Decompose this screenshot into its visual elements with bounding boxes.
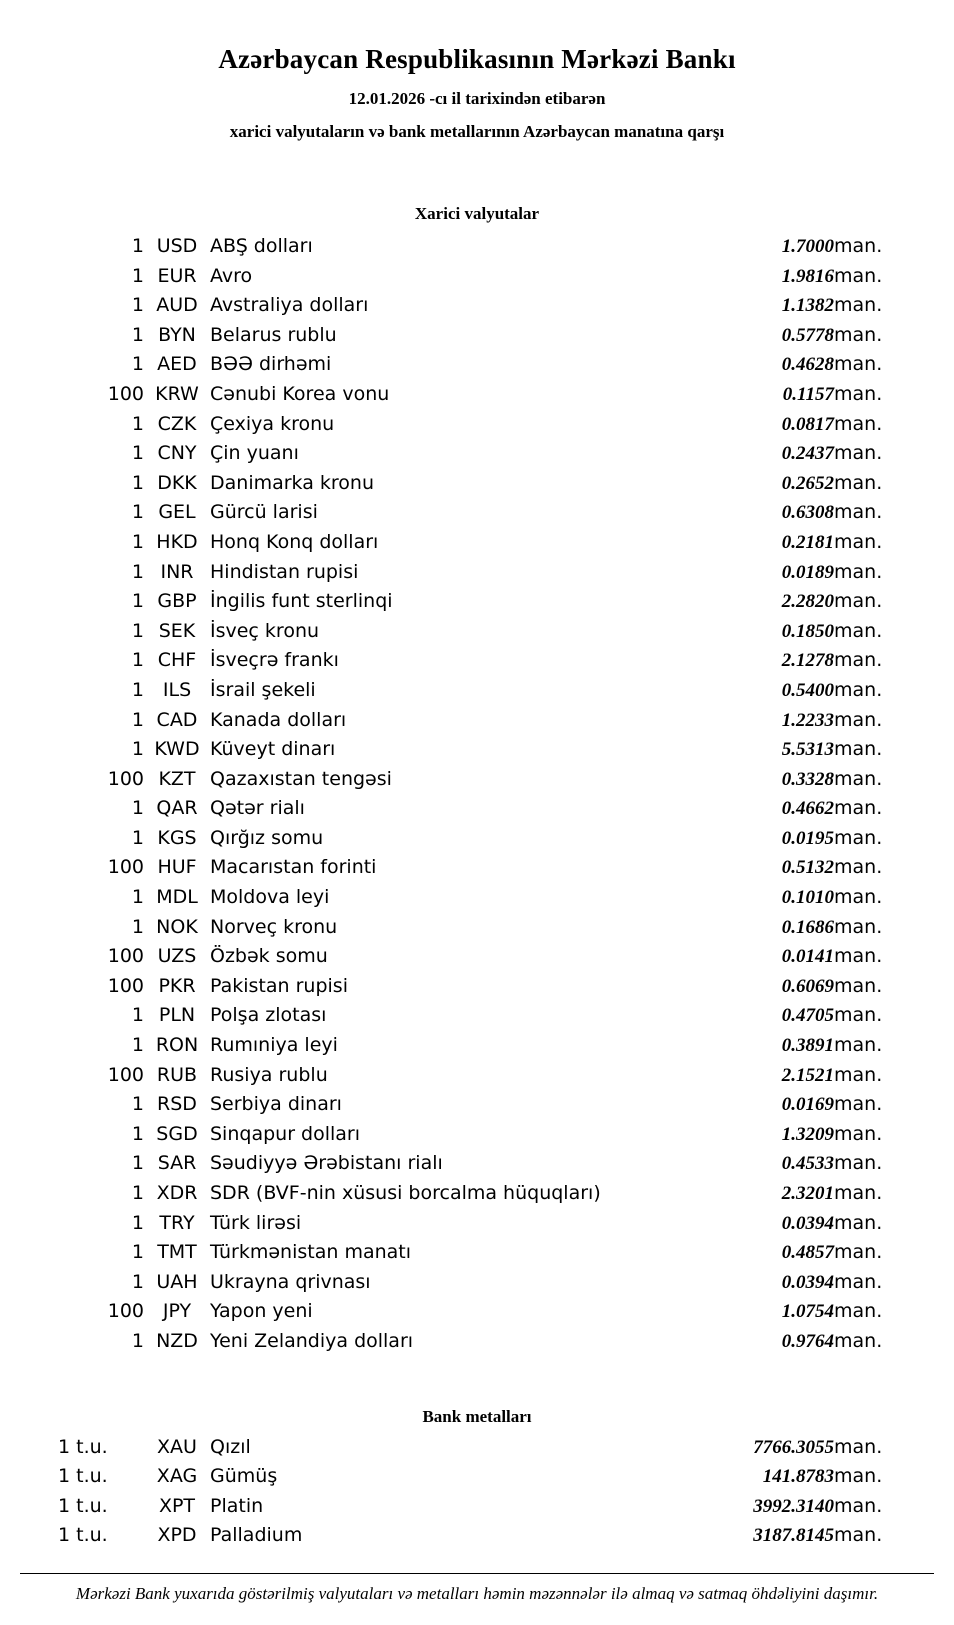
rate-unit: man. bbox=[834, 826, 883, 849]
currency-code: KWD bbox=[154, 738, 200, 761]
currency-name: Rumıniya leyi bbox=[210, 1034, 338, 1057]
table-row bbox=[58, 883, 896, 913]
rate-value: 0.4662 bbox=[781, 798, 834, 820]
rate-quantity: 100 bbox=[107, 856, 144, 879]
rate-quantity: 1 bbox=[131, 412, 144, 435]
rate-value: 3992.3140 bbox=[753, 1495, 834, 1517]
currency-code: UAH bbox=[156, 1270, 198, 1293]
rate-value: 0.0189 bbox=[781, 561, 834, 583]
rate-value: 0.6069 bbox=[781, 975, 834, 997]
currency-code: HKD bbox=[156, 530, 198, 553]
rate-unit: man. bbox=[834, 738, 883, 761]
rate-value: 0.4628 bbox=[781, 354, 834, 376]
rate-quantity: 1 t.u. bbox=[58, 1465, 108, 1488]
currency-name: Moldova leyi bbox=[210, 886, 330, 909]
rate-value: 0.0195 bbox=[781, 827, 834, 849]
rate-value: 0.0394 bbox=[781, 1271, 834, 1293]
table-row bbox=[58, 410, 896, 440]
rate-quantity: 100 bbox=[107, 767, 144, 790]
currency-name: Çin yuanı bbox=[210, 442, 299, 465]
currency-name: İsveç kronu bbox=[210, 619, 320, 642]
currency-name: Yeni Zelandiya dolları bbox=[210, 1329, 414, 1352]
rate-unit: man. bbox=[834, 1004, 883, 1027]
section-heading-metals: Bank metalları bbox=[422, 1406, 532, 1426]
table-row bbox=[58, 1209, 896, 1239]
rate-quantity: 1 bbox=[131, 678, 144, 701]
currency-code: SGD bbox=[156, 1122, 198, 1145]
rate-value: 1.7000 bbox=[781, 236, 834, 257]
rate-unit: man. bbox=[834, 560, 883, 583]
currency-code: GBP bbox=[157, 590, 197, 613]
rate-unit: man. bbox=[834, 649, 883, 672]
currency-code: DKK bbox=[157, 471, 197, 494]
effective-date-line: 12.01.2026 -cı il tarixindən etibarən bbox=[348, 89, 606, 108]
currency-name: Honq Konq dolları bbox=[210, 530, 379, 553]
table-row bbox=[58, 1492, 896, 1522]
rate-value: 1.2233 bbox=[781, 709, 834, 731]
currency-name: Norveç kronu bbox=[210, 915, 338, 938]
rate-value: 0.4533 bbox=[781, 1153, 834, 1175]
currency-code: CZK bbox=[157, 412, 197, 435]
currency-name: Türkmənistan manatı bbox=[210, 1241, 412, 1264]
table-row bbox=[58, 1120, 896, 1150]
rate-value: 2.3201 bbox=[781, 1183, 834, 1204]
currency-name: Serbiya dinarı bbox=[210, 1093, 342, 1116]
currency-code: PKR bbox=[158, 974, 196, 997]
currency-code: AUD bbox=[156, 294, 198, 317]
currency-name: Pakistan rupisi bbox=[210, 974, 348, 997]
table-row bbox=[58, 646, 896, 676]
table-row bbox=[58, 1149, 896, 1179]
currency-code: GEL bbox=[158, 501, 196, 524]
table-row bbox=[58, 1268, 896, 1298]
rate-value: 1.1382 bbox=[781, 295, 834, 317]
table-row bbox=[58, 1521, 896, 1551]
rate-quantity: 100 bbox=[107, 382, 144, 405]
rate-unit: man. bbox=[834, 767, 883, 790]
table-row bbox=[58, 291, 896, 321]
rate-quantity: 1 bbox=[131, 1122, 144, 1145]
currency-name: Çexiya kronu bbox=[210, 412, 335, 435]
rate-unit: man. bbox=[834, 1241, 883, 1264]
currency-code: XAG bbox=[156, 1465, 198, 1488]
rate-value: 0.3328 bbox=[781, 768, 834, 790]
currency-name: Kanada dolları bbox=[210, 708, 347, 731]
rate-unit: man. bbox=[834, 442, 883, 465]
currency-code: RUB bbox=[156, 1063, 198, 1086]
rate-quantity: 1 bbox=[131, 1329, 144, 1352]
currency-code: HUF bbox=[157, 856, 197, 879]
currency-name: SDR (BVF-nin xüsusi borcalma hüquqları) bbox=[210, 1182, 601, 1204]
currency-code: KRW bbox=[155, 382, 199, 405]
rate-value: 141.8783 bbox=[762, 1466, 834, 1488]
rate-quantity: 1 bbox=[131, 530, 144, 553]
rate-unit: man. bbox=[834, 353, 883, 376]
rate-unit: man. bbox=[834, 708, 883, 731]
currency-code: XPD bbox=[157, 1524, 197, 1547]
rate-value: 0.1686 bbox=[781, 916, 834, 938]
currency-code: UZS bbox=[157, 945, 197, 968]
rate-quantity: 1 bbox=[131, 1034, 144, 1057]
currency-name: Palladium bbox=[210, 1524, 303, 1547]
rate-unit: man. bbox=[834, 797, 883, 820]
rate-value: 0.0169 bbox=[781, 1094, 834, 1116]
rate-unit: man. bbox=[834, 1034, 883, 1057]
rate-quantity: 1 bbox=[131, 1241, 144, 1264]
rate-value: 0.4705 bbox=[781, 1005, 834, 1027]
table-row bbox=[58, 706, 896, 736]
rate-unit: man. bbox=[834, 1329, 883, 1352]
table-row bbox=[58, 232, 896, 262]
table-row bbox=[58, 321, 896, 351]
rate-unit: man. bbox=[834, 471, 883, 494]
rate-quantity: 1 t.u. bbox=[58, 1524, 108, 1547]
rate-quantity: 100 bbox=[107, 1300, 144, 1323]
rate-unit: man. bbox=[834, 856, 883, 879]
rate-unit: man. bbox=[834, 1300, 883, 1323]
rate-value: 0.6308 bbox=[781, 502, 834, 524]
rate-value: 0.2437 bbox=[781, 443, 834, 465]
rate-value: 2.2820 bbox=[781, 591, 834, 613]
rate-quantity: 1 bbox=[131, 471, 144, 494]
currency-code: EUR bbox=[157, 264, 197, 287]
table-row bbox=[58, 735, 896, 765]
rate-quantity: 1 bbox=[131, 353, 144, 376]
table-row bbox=[58, 824, 896, 854]
rate-quantity: 1 bbox=[131, 264, 144, 287]
rate-value: 3187.8145 bbox=[753, 1525, 834, 1547]
currency-code: NOK bbox=[156, 915, 198, 938]
currency-name: Sinqapur dolları bbox=[210, 1122, 361, 1145]
rate-quantity: 1 bbox=[131, 886, 144, 909]
rate-quantity: 100 bbox=[107, 945, 144, 968]
rate-unit: man. bbox=[834, 1494, 883, 1517]
rate-quantity: 1 bbox=[131, 708, 144, 731]
rate-quantity: 1 bbox=[131, 1152, 144, 1175]
currency-name: Avstraliya dolları bbox=[210, 294, 369, 317]
currency-name: Rusiya rublu bbox=[210, 1063, 328, 1086]
section-heading-currencies: Xarici valyutalar bbox=[414, 204, 540, 223]
rate-unit: man. bbox=[834, 915, 883, 938]
currency-name: Küveyt dinarı bbox=[210, 738, 336, 761]
rate-quantity: 1 bbox=[131, 1211, 144, 1234]
currency-name: Qətər rialı bbox=[210, 797, 305, 820]
currency-name: Özbək somu bbox=[210, 945, 328, 968]
rate-quantity: 1 bbox=[131, 590, 144, 613]
rate-value: 7766.3055 bbox=[753, 1436, 834, 1458]
table-row bbox=[58, 942, 896, 972]
table-row bbox=[58, 1001, 896, 1031]
rate-quantity: 1 bbox=[131, 915, 144, 938]
rate-value: 2.1521 bbox=[781, 1064, 834, 1086]
currency-code: XDR bbox=[156, 1182, 198, 1204]
rate-quantity: 1 bbox=[131, 738, 144, 761]
page-title: Azərbaycan Respublikasının Mərkəzi Bankı bbox=[218, 44, 736, 74]
currency-code: TMT bbox=[157, 1241, 197, 1264]
metal-rates-table bbox=[58, 1433, 896, 1551]
rate-unit: man. bbox=[834, 501, 883, 524]
table-row bbox=[58, 676, 896, 706]
rate-unit: man. bbox=[834, 1182, 883, 1204]
rate-unit: man. bbox=[834, 264, 883, 287]
table-row bbox=[58, 1031, 896, 1061]
currency-name: Danimarka kronu bbox=[210, 471, 375, 494]
currency-name: İsveçrə frankı bbox=[210, 649, 339, 672]
currency-name: Qızıl bbox=[210, 1435, 251, 1458]
currency-code: RON bbox=[155, 1034, 199, 1057]
rate-quantity: 1 bbox=[131, 501, 144, 524]
table-row bbox=[58, 350, 896, 380]
currency-name: Avro bbox=[210, 264, 253, 287]
rate-value: 0.4857 bbox=[781, 1242, 834, 1264]
rate-value: 0.2652 bbox=[781, 472, 834, 494]
rate-unit: man. bbox=[834, 323, 883, 346]
currency-name: Gümüş bbox=[210, 1465, 278, 1488]
table-row bbox=[58, 617, 896, 647]
rate-unit: man. bbox=[834, 1435, 883, 1458]
currency-code: CAD bbox=[156, 708, 198, 731]
rate-quantity: 1 bbox=[131, 649, 144, 672]
rate-unit: man. bbox=[834, 590, 883, 613]
rate-value: 0.5778 bbox=[781, 324, 834, 346]
table-row bbox=[58, 498, 896, 528]
rate-unit: man. bbox=[834, 412, 883, 435]
rate-unit: man. bbox=[834, 235, 883, 257]
rate-unit: man. bbox=[834, 619, 883, 642]
rate-quantity: 1 bbox=[131, 1270, 144, 1293]
rate-unit: man. bbox=[834, 530, 883, 553]
table-row bbox=[58, 794, 896, 824]
table-row bbox=[58, 380, 896, 410]
rate-unit: man. bbox=[834, 1122, 883, 1145]
table-row bbox=[58, 853, 896, 883]
rate-quantity: 1 bbox=[131, 797, 144, 820]
table-row bbox=[58, 528, 896, 558]
rate-value: 0.1850 bbox=[781, 620, 834, 642]
table-row bbox=[58, 1462, 896, 1492]
document-footer bbox=[0, 1573, 954, 1622]
currency-code: ILS bbox=[162, 678, 192, 701]
table-row bbox=[58, 1238, 896, 1268]
rate-unit: man. bbox=[834, 1093, 883, 1116]
rate-quantity: 1 bbox=[131, 1004, 144, 1027]
currency-name: Belarus rublu bbox=[210, 323, 337, 346]
table-row bbox=[58, 1327, 896, 1357]
rate-value: 1.3209 bbox=[781, 1123, 834, 1145]
currency-code: SEK bbox=[158, 619, 196, 642]
currency-code: INR bbox=[160, 560, 194, 583]
rate-value: 0.5132 bbox=[781, 857, 834, 879]
rate-value: 0.1157 bbox=[782, 383, 834, 405]
rate-quantity: 1 bbox=[131, 235, 144, 257]
rate-unit: man. bbox=[834, 678, 883, 701]
currency-name: Gürcü larisi bbox=[210, 501, 318, 524]
document-description: xarici valyutaların və bank metallarının Azərbaycan manatına qarşı bbox=[229, 122, 725, 141]
table-row bbox=[58, 558, 896, 588]
currency-code: XAU bbox=[157, 1435, 197, 1458]
currency-name: Ukrayna qrivnası bbox=[210, 1270, 371, 1293]
rate-value: 2.1278 bbox=[781, 650, 834, 672]
rate-value: 0.0141 bbox=[781, 946, 834, 968]
table-row bbox=[58, 439, 896, 469]
rate-unit: man. bbox=[834, 1152, 883, 1175]
currency-code: KGS bbox=[157, 826, 197, 849]
currency-name: İngilis funt sterlinqi bbox=[210, 590, 393, 613]
rate-quantity: 1 bbox=[131, 442, 144, 465]
currency-code: AED bbox=[157, 353, 197, 376]
rate-quantity: 1 bbox=[131, 323, 144, 346]
currency-name: Türk lirəsi bbox=[210, 1211, 302, 1234]
rate-value: 1.9816 bbox=[781, 265, 834, 287]
currency-code: NZD bbox=[156, 1329, 198, 1352]
table-row bbox=[58, 1433, 896, 1463]
table-row bbox=[58, 765, 896, 795]
currency-name: Cənubi Korea vonu bbox=[210, 382, 390, 405]
rate-value: 0.9764 bbox=[781, 1330, 834, 1352]
currency-name: BƏƏ dirhəmi bbox=[210, 353, 332, 376]
table-row bbox=[58, 1179, 896, 1209]
currency-name: ABŞ dolları bbox=[210, 235, 313, 257]
rate-unit: man. bbox=[834, 1211, 883, 1234]
table-row bbox=[58, 913, 896, 943]
rate-quantity: 1 t.u. bbox=[58, 1494, 108, 1517]
currency-code: CHF bbox=[157, 649, 197, 672]
rate-quantity: 1 bbox=[131, 826, 144, 849]
table-row bbox=[58, 469, 896, 499]
currency-name: Platin bbox=[210, 1494, 264, 1517]
currency-code: TRY bbox=[159, 1211, 195, 1234]
table-row bbox=[58, 262, 896, 292]
currency-code: USD bbox=[156, 235, 198, 257]
rate-value: 0.3891 bbox=[781, 1035, 834, 1057]
rate-value: 0.1010 bbox=[781, 887, 834, 909]
currency-code: SAR bbox=[157, 1152, 197, 1175]
currency-code: QAR bbox=[156, 797, 198, 820]
footer-divider bbox=[20, 1573, 934, 1574]
rate-quantity: 100 bbox=[107, 1063, 144, 1086]
table-row bbox=[58, 1297, 896, 1327]
rate-unit: man. bbox=[834, 886, 883, 909]
rate-quantity: 1 bbox=[131, 1182, 144, 1204]
currency-code: MDL bbox=[156, 886, 198, 909]
currency-code: XPT bbox=[158, 1494, 196, 1517]
rate-value: 5.5313 bbox=[781, 739, 834, 761]
rate-unit: man. bbox=[834, 1063, 883, 1086]
currency-name: Qazaxıstan tengəsi bbox=[210, 767, 392, 790]
currency-code: CNY bbox=[157, 442, 197, 465]
table-row bbox=[58, 972, 896, 1002]
rate-unit: man. bbox=[834, 1524, 883, 1547]
rate-quantity: 1 bbox=[131, 1093, 144, 1116]
rate-value: 1.0754 bbox=[781, 1301, 834, 1323]
rate-unit: man. bbox=[834, 294, 883, 317]
currency-name: Polşa zlotası bbox=[210, 1004, 327, 1027]
rate-value: 0.2181 bbox=[781, 531, 834, 553]
currency-name: Səudiyyə Ərəbistanı rialı bbox=[210, 1152, 443, 1175]
rate-value: 0.5400 bbox=[781, 679, 834, 701]
table-row bbox=[58, 587, 896, 617]
currency-name: Macarıstan forinti bbox=[210, 856, 377, 879]
currency-name: Qırğız somu bbox=[210, 826, 324, 849]
rate-quantity: 1 bbox=[131, 560, 144, 583]
currency-code: KZT bbox=[158, 767, 196, 790]
rate-quantity: 1 bbox=[131, 294, 144, 317]
rate-quantity: 1 bbox=[131, 619, 144, 642]
footnote-text: Mərkəzi Bank yuxarıda göstərilmiş valyutaları və metalları həmin məzənnələr ilə almaq və satmaq öhdəliyini daşımır. bbox=[75, 1583, 879, 1603]
rate-value: 0.0817 bbox=[781, 413, 834, 435]
currency-rates-table bbox=[58, 232, 896, 1357]
rate-unit: man. bbox=[834, 1465, 883, 1488]
currency-code: RSD bbox=[157, 1093, 197, 1116]
currency-code: BYN bbox=[158, 323, 196, 346]
currency-name: Yapon yeni bbox=[210, 1300, 313, 1323]
currency-name: İsrail şekeli bbox=[210, 678, 316, 701]
rate-unit: man. bbox=[834, 945, 883, 968]
rate-quantity: 100 bbox=[107, 974, 144, 997]
rate-quantity: 1 t.u. bbox=[58, 1435, 108, 1458]
rate-unit: man. bbox=[834, 974, 883, 997]
rate-value: 0.0394 bbox=[781, 1212, 834, 1234]
table-row bbox=[58, 1090, 896, 1120]
table-row bbox=[58, 1061, 896, 1091]
currency-name: Hindistan rupisi bbox=[210, 560, 359, 583]
rate-unit: man. bbox=[834, 1270, 883, 1293]
rate-unit: man. bbox=[834, 382, 883, 405]
currency-code: JPY bbox=[162, 1300, 192, 1323]
currency-code: PLN bbox=[158, 1004, 196, 1027]
